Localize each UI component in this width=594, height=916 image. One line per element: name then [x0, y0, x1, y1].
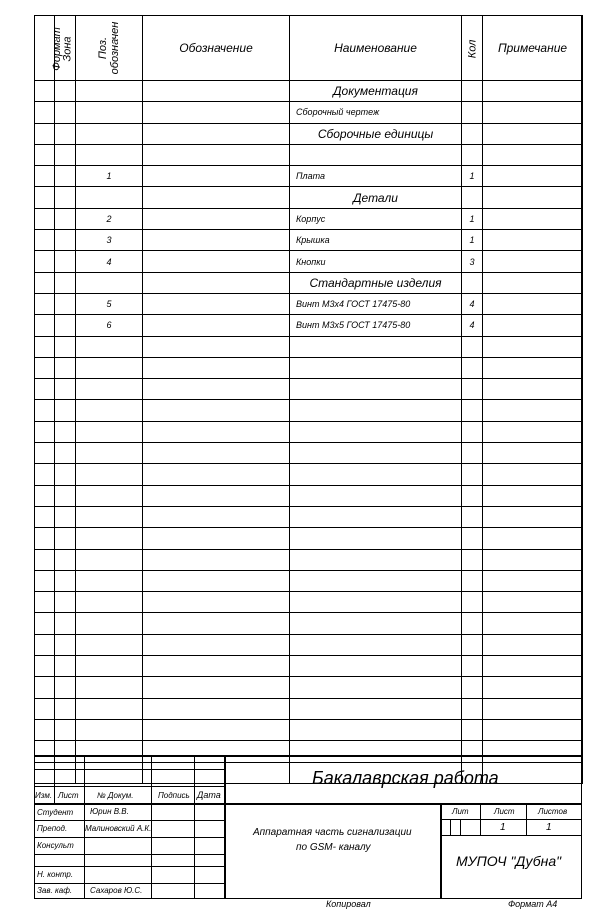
cell-zone — [55, 677, 76, 698]
cell-note — [483, 357, 583, 378]
cell-position — [76, 719, 143, 740]
cell-quantity: 4 — [462, 293, 483, 314]
document-title-line-2: по GSM- каналу — [296, 842, 371, 853]
cell-zone — [55, 613, 76, 634]
cell-zone — [55, 698, 76, 719]
table-row — [35, 81, 583, 102]
table-row — [35, 592, 583, 613]
cell-position — [76, 272, 143, 293]
cell-zone — [55, 506, 76, 527]
cell-format — [35, 506, 55, 527]
cell-position — [76, 506, 143, 527]
header-note: Примечание — [483, 16, 583, 81]
cell-quantity — [462, 400, 483, 421]
header-zone: Зона — [55, 16, 76, 81]
cell-format — [35, 166, 55, 187]
cell-designation — [143, 293, 290, 314]
cell-position — [76, 570, 143, 591]
cell-zone — [55, 336, 76, 357]
cell-zone — [55, 421, 76, 442]
header-position: Поз. обозначен — [76, 16, 143, 81]
table-row — [35, 421, 583, 442]
cell-format — [35, 187, 55, 208]
cell-position: 1 — [76, 166, 143, 187]
cell-name: Крышка — [290, 230, 462, 251]
cell-format — [35, 102, 55, 123]
cell-designation — [143, 549, 290, 570]
cell-position — [76, 634, 143, 655]
cell-format — [35, 81, 55, 102]
table-row — [35, 315, 583, 336]
cell-quantity: 1 — [462, 208, 483, 229]
cell-name: Сборочные единицы — [290, 123, 462, 144]
cell-position: 2 — [76, 208, 143, 229]
footer-format: Формат А4 — [508, 899, 558, 909]
cell-quantity — [462, 592, 483, 613]
cell-designation — [143, 251, 290, 272]
cell-zone — [55, 570, 76, 591]
cell-note — [483, 272, 583, 293]
cell-quantity — [462, 677, 483, 698]
cell-quantity — [462, 570, 483, 591]
cell-position — [76, 464, 143, 485]
cell-name — [290, 464, 462, 485]
table-row — [35, 528, 583, 549]
cell-quantity: 3 — [462, 251, 483, 272]
cell-position — [76, 677, 143, 698]
cell-name: Плата — [290, 166, 462, 187]
cell-zone — [55, 315, 76, 336]
cell-note — [483, 570, 583, 591]
table-row — [35, 123, 583, 144]
cell-designation — [143, 230, 290, 251]
cell-note — [483, 293, 583, 314]
cell-position: 4 — [76, 251, 143, 272]
cell-designation — [143, 166, 290, 187]
table-row — [35, 570, 583, 591]
organization: МУПОЧ "Дубна" — [456, 853, 562, 869]
cell-zone — [55, 81, 76, 102]
cell-designation — [143, 592, 290, 613]
cell-zone — [55, 272, 76, 293]
cell-note — [483, 506, 583, 527]
table-row — [35, 208, 583, 229]
table-row — [35, 549, 583, 570]
cell-note — [483, 251, 583, 272]
cell-quantity — [462, 698, 483, 719]
header-name: Наименование — [290, 16, 462, 81]
sheets-label: Листов — [538, 807, 568, 816]
cell-note — [483, 656, 583, 677]
cell-zone — [55, 443, 76, 464]
cell-quantity: 1 — [462, 230, 483, 251]
cell-designation — [143, 506, 290, 527]
table-row — [35, 656, 583, 677]
cell-format — [35, 379, 55, 400]
cell-position — [76, 698, 143, 719]
cell-designation — [143, 379, 290, 400]
cell-zone — [55, 528, 76, 549]
cell-position — [76, 81, 143, 102]
cell-name — [290, 336, 462, 357]
cell-note — [483, 336, 583, 357]
cell-name — [290, 677, 462, 698]
cell-quantity — [462, 506, 483, 527]
role-consultant: Консульт — [37, 841, 74, 850]
table-row — [35, 230, 583, 251]
cell-name — [290, 656, 462, 677]
cell-quantity — [462, 336, 483, 357]
cell-format — [35, 144, 55, 165]
cell-position — [76, 336, 143, 357]
cell-designation — [143, 421, 290, 442]
table-row — [35, 187, 583, 208]
cell-format — [35, 528, 55, 549]
cell-designation — [143, 613, 290, 634]
table-row — [35, 102, 583, 123]
table-row — [35, 251, 583, 272]
table-row — [35, 379, 583, 400]
table-header-row — [35, 16, 583, 81]
cell-note — [483, 528, 583, 549]
cell-designation — [143, 528, 290, 549]
cell-name: Сборочный чертеж — [290, 102, 462, 123]
cell-note — [483, 81, 583, 102]
cell-designation — [143, 208, 290, 229]
name-teacher: Малиновский А.К. — [85, 824, 152, 833]
cell-format — [35, 677, 55, 698]
header-quantity: Кол — [462, 16, 483, 81]
cell-quantity: 4 — [462, 315, 483, 336]
cell-zone — [55, 719, 76, 740]
cell-designation — [143, 443, 290, 464]
cell-zone — [55, 102, 76, 123]
cell-format — [35, 421, 55, 442]
cell-quantity — [462, 613, 483, 634]
cell-format — [35, 357, 55, 378]
cell-quantity — [462, 528, 483, 549]
cell-designation — [143, 677, 290, 698]
cell-zone — [55, 464, 76, 485]
cell-position — [76, 613, 143, 634]
cell-name — [290, 592, 462, 613]
cell-quantity — [462, 357, 483, 378]
cell-position — [76, 656, 143, 677]
cell-quantity — [462, 485, 483, 506]
cell-note — [483, 592, 583, 613]
cell-format — [35, 443, 55, 464]
cell-position — [76, 357, 143, 378]
cell-format — [35, 613, 55, 634]
cell-designation — [143, 315, 290, 336]
cell-quantity — [462, 123, 483, 144]
cell-zone — [55, 166, 76, 187]
cell-position: 6 — [76, 315, 143, 336]
cell-zone — [55, 187, 76, 208]
cell-name: Корпус — [290, 208, 462, 229]
cell-zone — [55, 592, 76, 613]
cell-note — [483, 421, 583, 442]
cell-designation — [143, 464, 290, 485]
cell-zone — [55, 230, 76, 251]
cell-designation — [143, 485, 290, 506]
cell-note — [483, 549, 583, 570]
cell-format — [35, 592, 55, 613]
table-row — [35, 336, 583, 357]
cell-note — [483, 698, 583, 719]
cell-format — [35, 549, 55, 570]
role-teacher: Препод. — [37, 824, 68, 833]
table-row — [35, 272, 583, 293]
cell-designation — [143, 634, 290, 655]
cell-zone — [55, 123, 76, 144]
sheet-value: 1 — [500, 822, 506, 833]
header-format: Формат — [35, 16, 55, 81]
cell-note — [483, 315, 583, 336]
cell-name — [290, 506, 462, 527]
table-row — [35, 485, 583, 506]
cell-position — [76, 592, 143, 613]
cell-format — [35, 634, 55, 655]
cell-position — [76, 187, 143, 208]
cell-name — [290, 400, 462, 421]
cell-designation — [143, 102, 290, 123]
cell-designation — [143, 144, 290, 165]
cell-designation — [143, 187, 290, 208]
cell-name — [290, 719, 462, 740]
cell-designation — [143, 570, 290, 591]
cell-note — [483, 166, 583, 187]
cell-name — [290, 549, 462, 570]
cell-designation — [143, 719, 290, 740]
table-row — [35, 613, 583, 634]
cell-format — [35, 208, 55, 229]
cell-name: Винт М3х4 ГОСТ 17475-80 — [290, 293, 462, 314]
cell-zone — [55, 144, 76, 165]
cell-name: Винт М3х5 ГОСТ 17475-80 — [290, 315, 462, 336]
cell-designation — [143, 336, 290, 357]
cell-zone — [55, 208, 76, 229]
table-row — [35, 719, 583, 740]
cell-position — [76, 549, 143, 570]
cell-zone — [55, 357, 76, 378]
cell-name: Кнопки — [290, 251, 462, 272]
table-row — [35, 400, 583, 421]
cell-format — [35, 315, 55, 336]
cell-designation — [143, 357, 290, 378]
cell-designation — [143, 698, 290, 719]
cell-name — [290, 528, 462, 549]
cell-zone — [55, 485, 76, 506]
table-row — [35, 443, 583, 464]
cell-zone — [55, 400, 76, 421]
cell-name — [290, 357, 462, 378]
table-row — [35, 144, 583, 165]
cell-format — [35, 230, 55, 251]
cell-quantity — [462, 464, 483, 485]
cell-name: Стандартные изделия — [290, 272, 462, 293]
cell-designation — [143, 81, 290, 102]
cell-zone — [55, 379, 76, 400]
cell-note — [483, 719, 583, 740]
work-title: Бакалаврская работа — [312, 768, 499, 788]
cell-name — [290, 570, 462, 591]
cell-position: 3 — [76, 230, 143, 251]
table-row — [35, 634, 583, 655]
name-head-of-department: Сахаров Ю.С. — [90, 886, 143, 895]
letter-label: Лит — [452, 807, 469, 816]
cell-zone — [55, 549, 76, 570]
cell-note — [483, 208, 583, 229]
cell-quantity — [462, 634, 483, 655]
cell-position — [76, 443, 143, 464]
role-student: Студент — [37, 808, 74, 817]
cell-format — [35, 293, 55, 314]
header-designation: Обозначение — [143, 16, 290, 81]
cell-note — [483, 102, 583, 123]
table-row — [35, 166, 583, 187]
cell-name — [290, 379, 462, 400]
cell-name — [290, 613, 462, 634]
cell-position — [76, 528, 143, 549]
role-norm-control: Н. контр. — [37, 870, 74, 879]
cell-format — [35, 656, 55, 677]
col-doc-number: № Докум. — [97, 791, 134, 800]
sheets-value: 1 — [546, 822, 552, 833]
cell-quantity: 1 — [462, 166, 483, 187]
cell-quantity — [462, 656, 483, 677]
col-list: Лист — [58, 791, 79, 800]
title-block — [34, 755, 582, 899]
footer-copied: Копировал — [326, 899, 371, 909]
cell-note — [483, 144, 583, 165]
cell-quantity — [462, 102, 483, 123]
cell-position — [76, 144, 143, 165]
cell-note — [483, 464, 583, 485]
cell-position — [76, 400, 143, 421]
cell-quantity — [462, 144, 483, 165]
cell-zone — [55, 293, 76, 314]
cell-note — [483, 400, 583, 421]
cell-designation — [143, 272, 290, 293]
cell-position — [76, 379, 143, 400]
table-row — [35, 506, 583, 527]
cell-position: 5 — [76, 293, 143, 314]
cell-designation — [143, 400, 290, 421]
table-row — [35, 293, 583, 314]
cell-format — [35, 272, 55, 293]
cell-note — [483, 123, 583, 144]
cell-note — [483, 379, 583, 400]
cell-format — [35, 400, 55, 421]
cell-zone — [55, 656, 76, 677]
cell-name — [290, 485, 462, 506]
table-row — [35, 357, 583, 378]
document-title-line-1: Аппаратная часть сигнализации — [253, 827, 412, 838]
cell-name — [290, 144, 462, 165]
table-row — [35, 677, 583, 698]
cell-format — [35, 719, 55, 740]
cell-format — [35, 336, 55, 357]
cell-name — [290, 698, 462, 719]
table-row — [35, 698, 583, 719]
cell-format — [35, 251, 55, 272]
col-izm: Изм. — [35, 791, 53, 800]
cell-quantity — [462, 549, 483, 570]
specification-table — [34, 15, 583, 784]
cell-position — [76, 123, 143, 144]
col-signature: Подпись — [158, 791, 190, 800]
cell-format — [35, 485, 55, 506]
cell-name — [290, 634, 462, 655]
col-date: Дата — [197, 790, 221, 800]
sheet-label: Лист — [494, 807, 515, 816]
cell-zone — [55, 634, 76, 655]
cell-quantity — [462, 443, 483, 464]
cell-format — [35, 464, 55, 485]
cell-note — [483, 187, 583, 208]
cell-note — [483, 634, 583, 655]
cell-note — [483, 677, 583, 698]
cell-name — [290, 421, 462, 442]
cell-position — [76, 102, 143, 123]
cell-format — [35, 570, 55, 591]
cell-format — [35, 698, 55, 719]
role-head-of-department: Зав. каф. — [37, 886, 73, 895]
cell-designation — [143, 123, 290, 144]
cell-note — [483, 443, 583, 464]
cell-position — [76, 485, 143, 506]
cell-quantity — [462, 272, 483, 293]
cell-note — [483, 230, 583, 251]
name-student: Юрин В.В. — [90, 807, 129, 816]
cell-name: Детали — [290, 187, 462, 208]
cell-quantity — [462, 421, 483, 442]
cell-quantity — [462, 81, 483, 102]
cell-designation — [143, 656, 290, 677]
cell-format — [35, 123, 55, 144]
cell-position — [76, 421, 143, 442]
cell-quantity — [462, 187, 483, 208]
cell-name: Документация — [290, 81, 462, 102]
cell-zone — [55, 251, 76, 272]
cell-note — [483, 613, 583, 634]
table-row — [35, 464, 583, 485]
cell-name — [290, 443, 462, 464]
cell-note — [483, 485, 583, 506]
cell-quantity — [462, 719, 483, 740]
cell-quantity — [462, 379, 483, 400]
